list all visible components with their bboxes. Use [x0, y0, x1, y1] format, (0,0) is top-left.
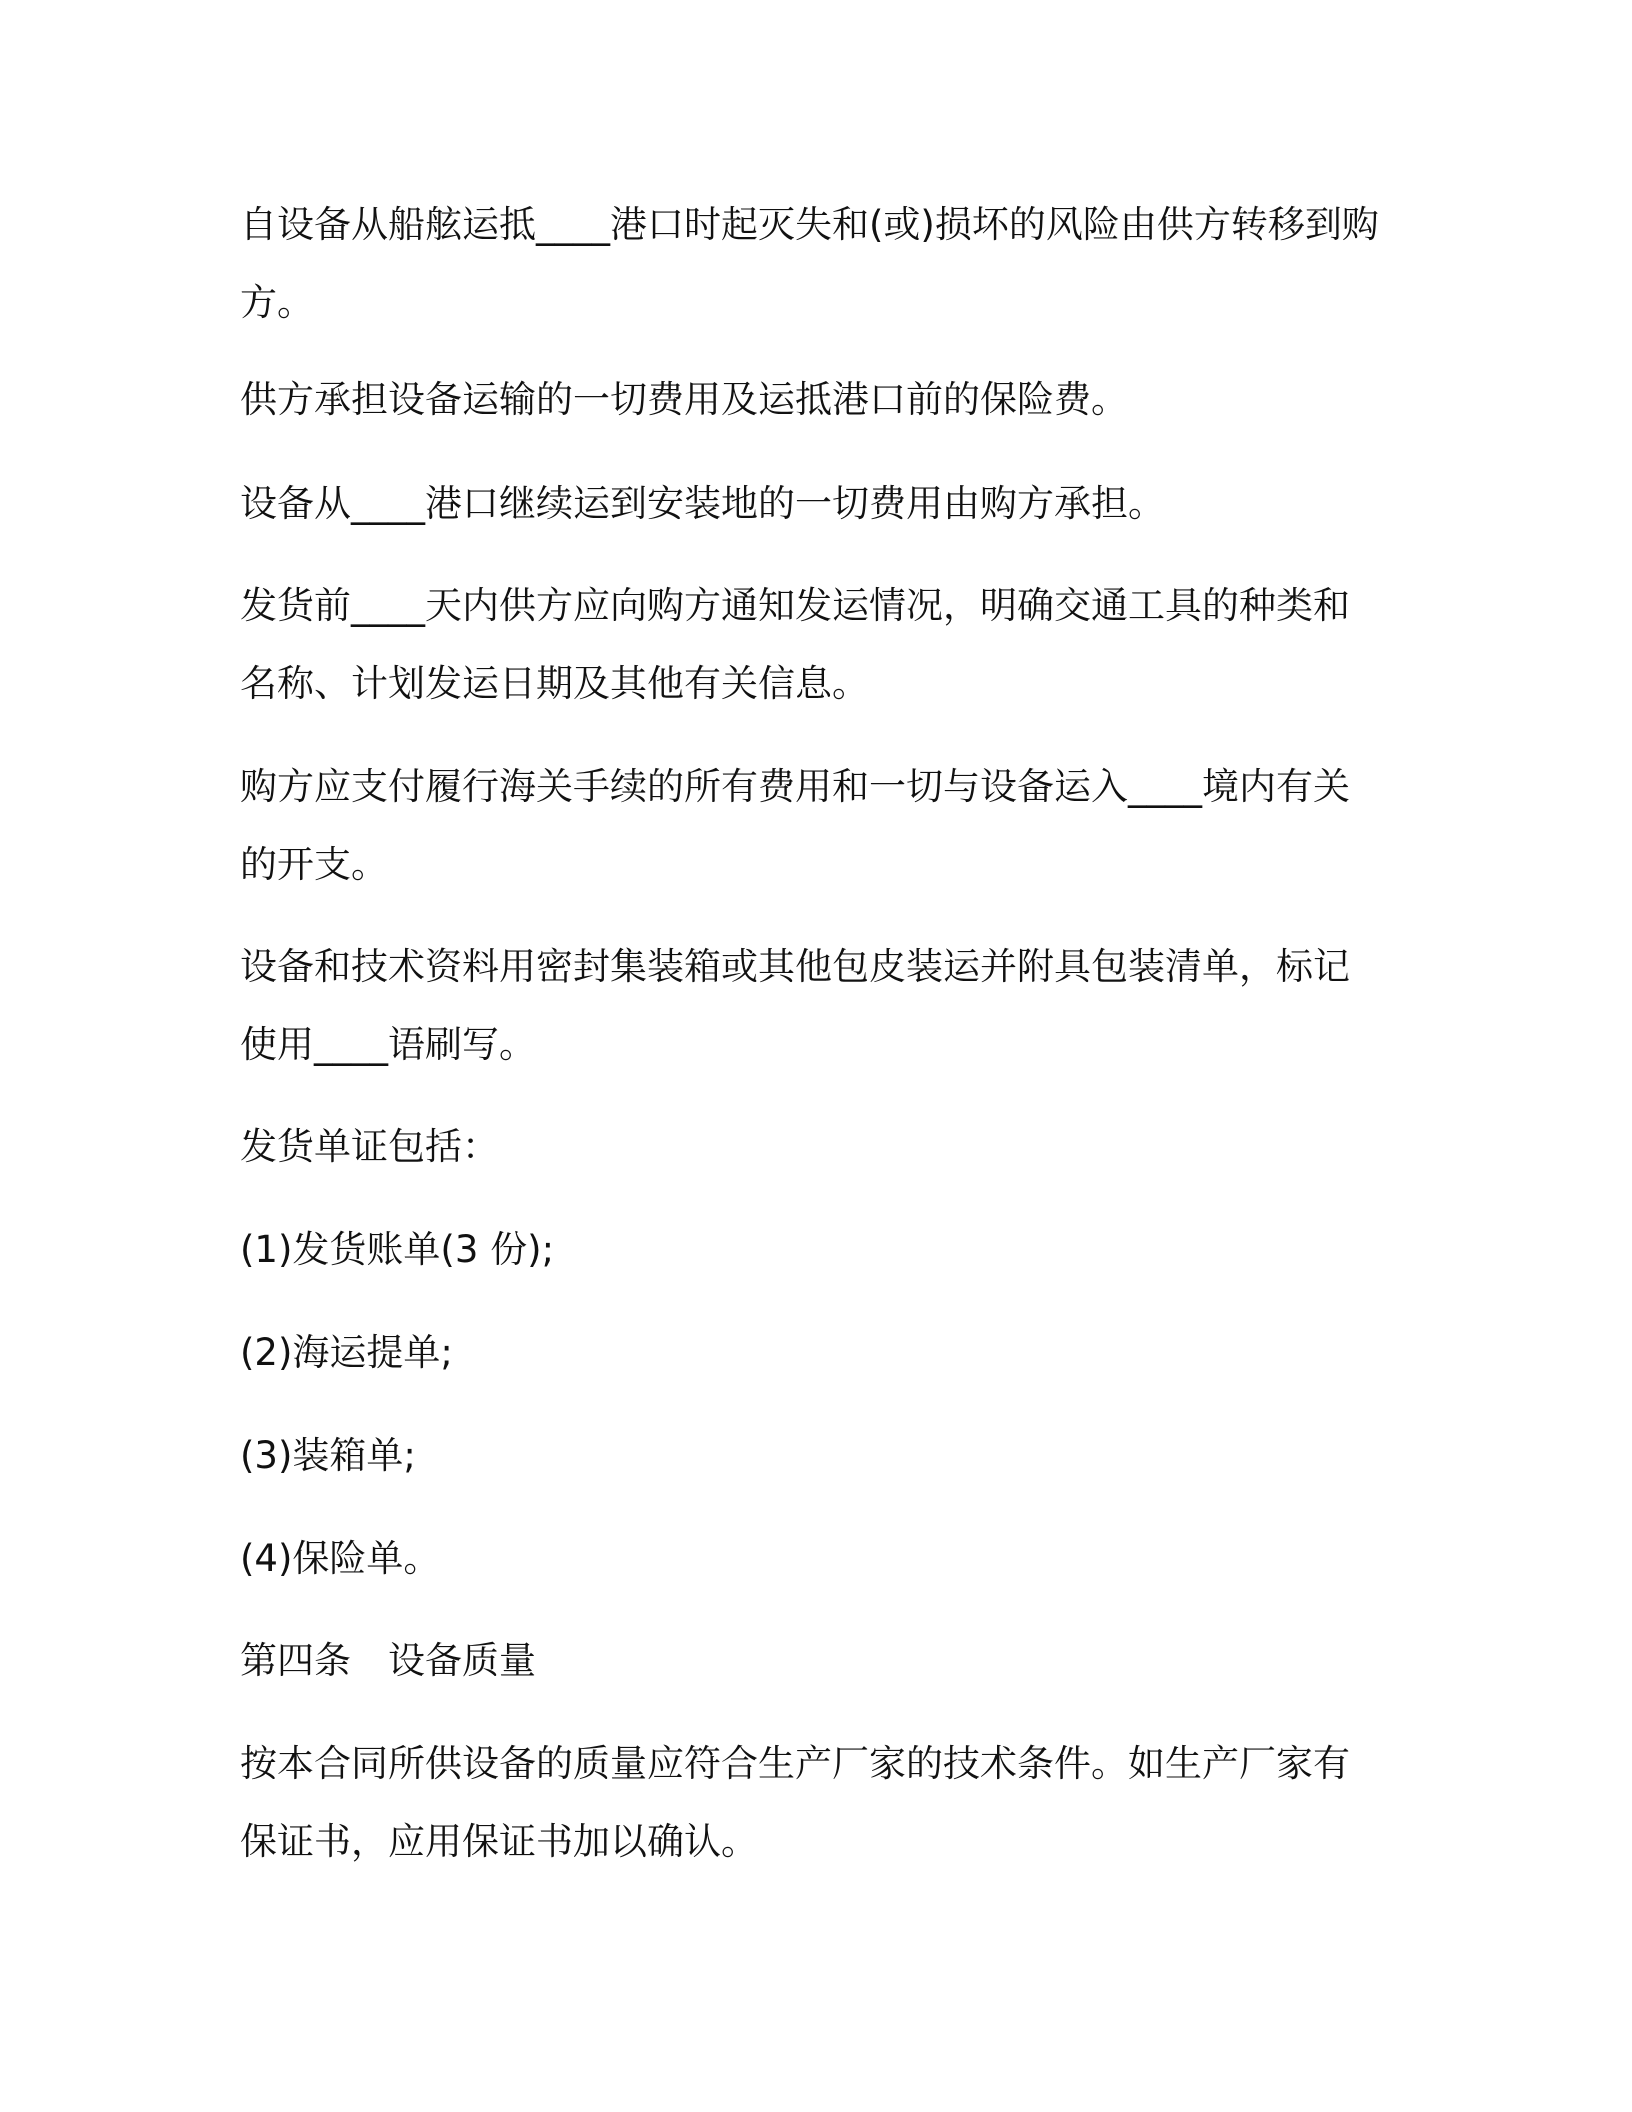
paragraph-risk-transfer: 自设备从船舷运抵____港口时起灭失和(或)损坏的风险由供方转移到购方。: [240, 203, 1379, 324]
paragraph-documents-intro: 发货单证包括：: [240, 1125, 499, 1168]
paragraph-packing: 设备和技术资料用密封集装箱或其他包皮装运并附具包装清单，标记使用____语刷写。: [240, 945, 1350, 1066]
paragraph-equipment-quality: 按本合同所供设备的质量应符合生产厂家的技术条件。如生产厂家有保证书，应用保证书加以确认。: [240, 1742, 1350, 1863]
list-item-packing-list: (3)装箱单;: [240, 1434, 416, 1477]
list-item-bill-of-lading: (2)海运提单;: [240, 1331, 453, 1374]
paragraph-shipping-notice: 发货前____天内供方应向购方通知发运情况，明确交通工具的种类和名称、计划发运日期及其他有关信息。: [240, 584, 1350, 705]
paragraph-customs-fees: 购方应支付履行海关手续的所有费用和一切与设备运入____境内有关的开支。: [240, 765, 1350, 886]
list-item-insurance-policy: (4)保险单。: [240, 1537, 441, 1580]
paragraph-transport-cost: 供方承担设备运输的一切费用及运抵港口前的保险费。: [240, 378, 1128, 421]
paragraph-onward-transport: 设备从____港口继续运到安装地的一切费用由购方承担。: [240, 482, 1165, 525]
list-item-invoice: (1)发货账单(3 份);: [240, 1228, 555, 1271]
section-heading-article-4: 第四条 设备质量: [240, 1639, 536, 1682]
